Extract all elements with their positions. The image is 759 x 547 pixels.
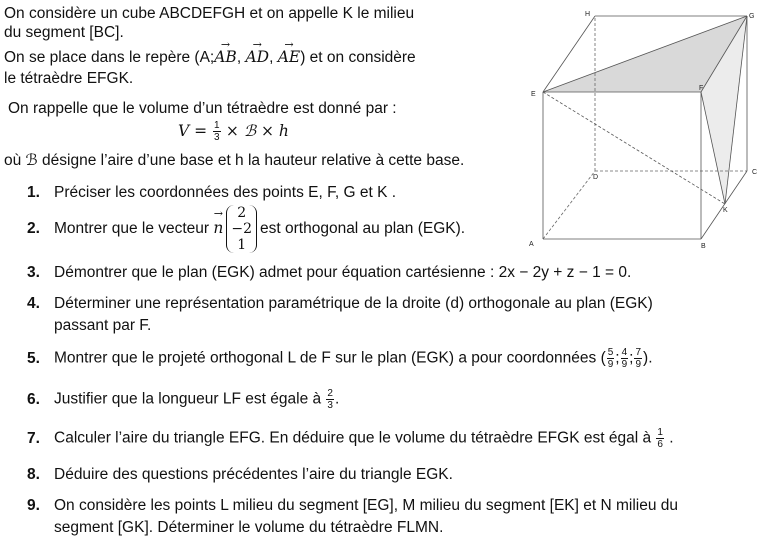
edge-ad	[543, 171, 595, 239]
label-b: B	[701, 243, 706, 250]
fraction-den: 3	[327, 400, 333, 411]
label-f: F	[699, 85, 704, 92]
formula-fraction	[213, 120, 221, 143]
fraction-num: 2	[327, 388, 333, 399]
formula-numerator: 1	[214, 120, 220, 132]
question-6	[27, 388, 339, 411]
question-text: On considère les points L milieu du segment [EG], M milieu du segment [EK] et N milieu du	[54, 497, 679, 514]
question-2	[27, 205, 465, 253]
label-k: K	[723, 207, 728, 214]
fraction-den: 6	[657, 439, 663, 450]
coord-y-num: 4	[621, 347, 628, 358]
label-h: H	[585, 11, 591, 18]
question-pre: Montrer que le vecteur	[54, 220, 214, 238]
coord-y	[621, 347, 629, 370]
vector-ae: → AE	[278, 46, 301, 68]
question-text: Préciser les coordonnées des points E, F, G et K .	[54, 184, 397, 201]
question-number: 1.	[27, 184, 40, 201]
vector-n-matrix	[226, 205, 257, 253]
question-4-cont: passant par F.	[54, 317, 152, 334]
edge-ek	[543, 92, 725, 204]
vector-n-z: 1	[237, 237, 247, 253]
question-9-cont: segment [GK]. Déterminer le volume du tétraèdre FLMN.	[54, 519, 444, 536]
question-post: .	[334, 390, 340, 408]
question-number: 9.	[27, 497, 40, 514]
volume-formula	[178, 120, 289, 143]
question-number: 4.	[27, 295, 40, 312]
question-number: 8.	[27, 466, 40, 483]
fraction	[656, 427, 664, 450]
vector-n: → n	[213, 219, 223, 237]
intro-line-3-post: ) et on considère	[300, 49, 416, 66]
coord-x-num: 5	[607, 347, 614, 358]
coord-z	[634, 347, 642, 370]
coord-x-den: 9	[607, 359, 614, 370]
question-number: 2.	[27, 220, 40, 238]
intro-line-4: le tétraèdre EFGK.	[4, 70, 134, 87]
formula-denominator: 3	[214, 132, 220, 144]
question-pre: Justifier que la longueur LF est égale à	[54, 390, 326, 408]
fraction-num: 1	[657, 427, 663, 438]
intro-line-3-pre: On se place dans le repère (A;	[4, 49, 215, 66]
label-a: A	[529, 241, 534, 248]
question-number: 3.	[27, 264, 40, 281]
intro-line-3: On se place dans le repère (A;→ AB, → AD, → AE) et on considère	[4, 46, 416, 69]
question-text: Déduire des questions précédentes l’aire du triangle EGK.	[54, 466, 453, 483]
question-1	[27, 184, 396, 202]
question-8	[27, 466, 453, 484]
intro-line-1: On considère un cube ABCDEFGH et on appelle K le milieu	[4, 5, 415, 22]
intro-line-6: où ℬ désigne l’aire d’une base et h la hauteur relative à cette base.	[4, 152, 465, 169]
label-c: C	[752, 169, 757, 176]
question-post: est orthogonal au plan (EGK).	[260, 220, 466, 238]
question-5: 5. Montrer que le projeté orthogonal L de F sur le plan (EGK) a pour coordonnées ( $\frac{5}{9}$ ; $\frac{4}{9}$ ; $\frac{7}{9}$ ).	[27, 347, 653, 370]
label-e: E	[531, 91, 536, 98]
vector-n-x: 2	[237, 205, 247, 221]
question-post: .	[648, 349, 653, 367]
vector-n-y: −2	[231, 221, 253, 237]
question-pre: Calculer l’aire du triangle EFG. En déduire que le volume du tétraèdre EFGK est égal à	[54, 429, 656, 447]
intro-line-2: du segment [BC].	[4, 24, 124, 41]
question-text: Déterminer une représentation paramétrique de la droite (d) orthogonale au plan (EGK)	[54, 295, 653, 312]
question-7	[27, 427, 674, 450]
question-text: Démontrer que le plan (EGK) admet pour équation cartésienne : 2x − 2y + z − 1 = 0.	[54, 264, 632, 281]
label-d: D	[593, 174, 599, 181]
question-number: 7.	[27, 429, 40, 447]
coord-x	[607, 347, 615, 370]
coord-y-den: 9	[621, 359, 628, 370]
cube-figure	[527, 6, 757, 251]
question-pre: Montrer que le projeté orthogonal L de F sur le plan (EGK) a pour coordonnées	[54, 349, 601, 367]
intro-line-5: On rappelle que le volume d’un tétraèdre est donné par :	[8, 100, 397, 117]
question-4	[27, 295, 653, 313]
question-3	[27, 264, 631, 282]
question-post: .	[664, 429, 674, 447]
formula-rhs: × ℬ × h	[225, 122, 289, 140]
fraction	[326, 388, 334, 411]
label-g: G	[749, 13, 755, 20]
question-number: 6.	[27, 390, 40, 408]
coord-z-den: 9	[635, 359, 642, 370]
vector-ab: → AB	[214, 46, 237, 68]
coord-z-num: 7	[635, 347, 642, 358]
formula-lhs: V =	[178, 122, 213, 140]
question-9	[27, 497, 678, 515]
vector-ad: → AD	[245, 46, 269, 68]
question-number: 5.	[27, 349, 40, 367]
